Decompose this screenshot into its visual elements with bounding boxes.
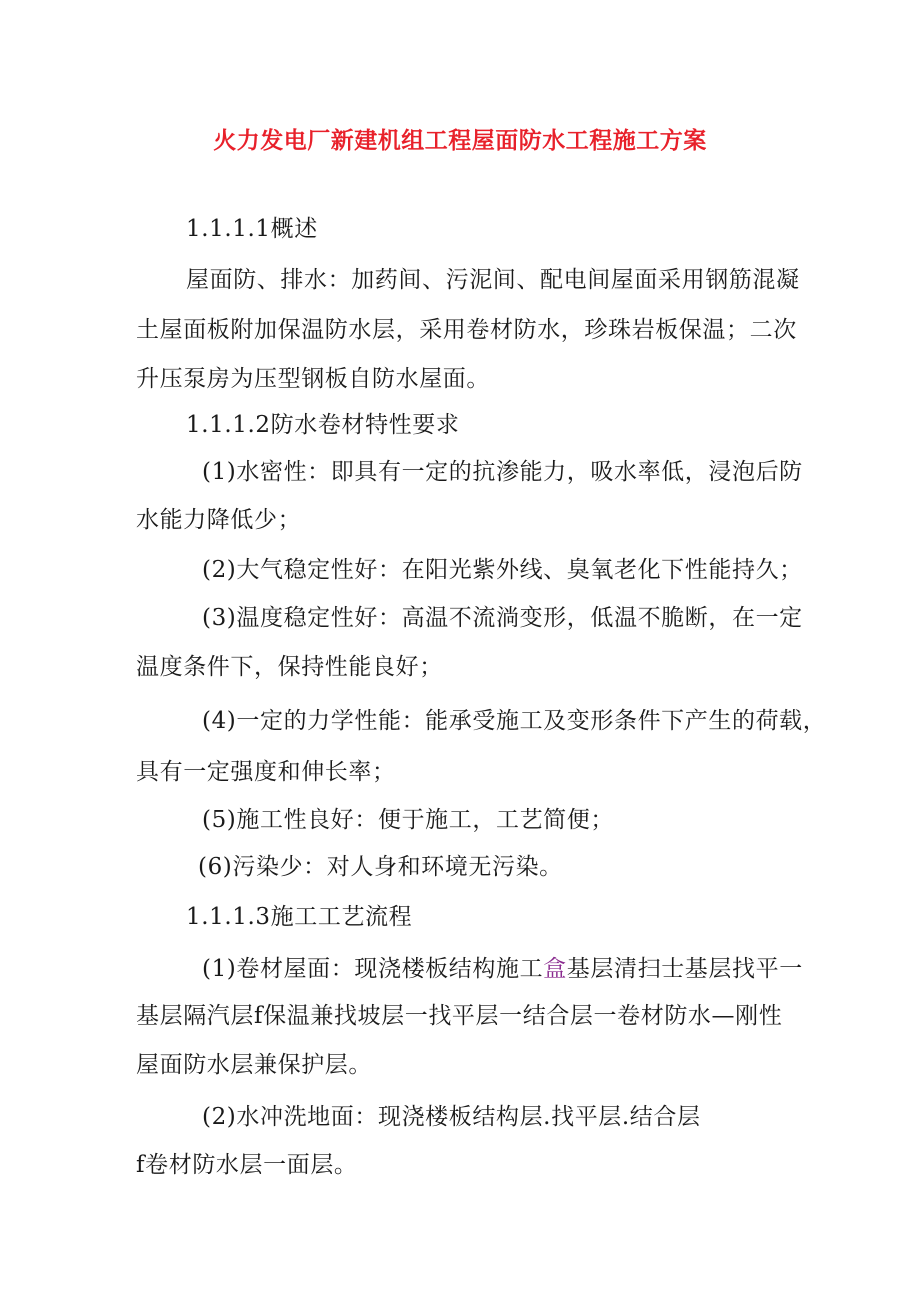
process-flow-2-line-1: (2)水冲洗地面：现浇楼板结构层.找平层.结合层 xyxy=(202,1104,701,1130)
process-flow-1-text-b: 基层清扫士基层找平一 xyxy=(566,956,803,982)
requirement-item-3-line-2: 温度条件下，保持性能良好； xyxy=(136,654,443,680)
requirement-item-1-line-1: (1)水密性：即具有一定的抗渗能力，吸水率低，浸泡后防 xyxy=(202,459,803,485)
section-heading-process-flow: 1.1.1.3施工工艺流程 xyxy=(186,904,413,930)
process-flow-1-line-3: 屋面防水层兼保护层。 xyxy=(136,1052,372,1078)
requirement-item-1-line-2: 水能力降低少； xyxy=(136,507,302,533)
overview-paragraph-line-3: 升压泵房为压型钢板自防水屋面。 xyxy=(136,366,490,392)
section-heading-overview: 1.1.1.1概述 xyxy=(186,216,318,242)
requirement-item-4-line-2: 具有一定强度和伸长率； xyxy=(136,759,396,785)
overview-paragraph-line-2: 土屋面板附加保温防水层，采用卷材防水，珍珠岩板保温；二次 xyxy=(136,317,797,343)
overview-paragraph-line-1: 屋面防、排水：加药间、污泥间、配电间屋面采用钢筋混凝 xyxy=(186,267,800,293)
requirement-item-4-line-1: (4)一定的力学性能：能承受施工及变形条件下产生的荷载， xyxy=(202,708,827,734)
requirement-item-5: (5)施工性良好：便于施工，工艺简便； xyxy=(202,807,614,833)
requirement-item-6: (6)污染少：对人身和环境无污染。 xyxy=(198,854,563,880)
process-flow-1-line-1 xyxy=(202,954,803,984)
section-heading-membrane-requirements: 1.1.1.2防水卷材特性要求 xyxy=(186,412,460,438)
process-flow-1-accent-char: 盒 xyxy=(543,956,567,982)
process-flow-1-line-2: 基层隔汽层f保温兼找坡层一找平层一结合层一卷材防水—刚性 xyxy=(136,1003,783,1029)
requirement-item-3-line-1: (3)温度稳定性好：高温不流淌变形，低温不脆断，在一定 xyxy=(202,605,803,631)
process-flow-1-text-a: (1)卷材屋面：现浇楼板结构施工 xyxy=(202,956,544,982)
process-flow-2-line-2: f卷材防水层一面层。 xyxy=(136,1152,358,1178)
document-title: 火力发电厂新建机组工程屋面防水工程施工方案 xyxy=(213,128,707,154)
requirement-item-2: (2)大气稳定性好：在阳光紫外线、臭氧老化下性能持久； xyxy=(202,557,803,583)
